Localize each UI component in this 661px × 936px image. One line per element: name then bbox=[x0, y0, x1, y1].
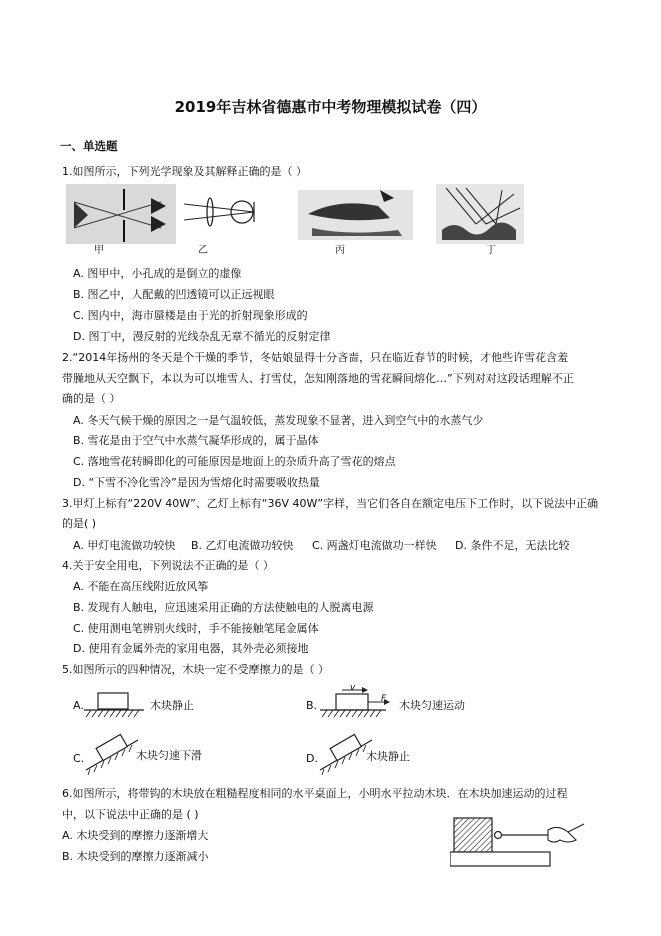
pinhole-figure bbox=[66, 184, 176, 244]
q5-figure-c bbox=[84, 732, 142, 776]
velocity-label: v bbox=[350, 683, 356, 693]
mirage-figure bbox=[298, 190, 413, 240]
q2-stem-line1: 2.“2014年扬州的冬天是个干燥的季节，冬姑娘显得十分吝啬，只在临近春节的时候，才他些许雪花含羞 bbox=[62, 351, 569, 364]
q3-option-a: A. 甲灯电流做功较快 bbox=[73, 539, 176, 552]
fig-label-bing: 丙 bbox=[335, 245, 345, 256]
q1-option-d: D. 图丁中，漫反射的光线杂乱无章不循光的反射定律 bbox=[73, 330, 331, 343]
q2-option-a: A. 冬天气候干燥的原因之一是气温较低，蒸发现象不显著，进入到空气中的水蒸气少 bbox=[73, 414, 484, 427]
q5-option-c-letter: C. bbox=[73, 752, 85, 765]
q1-figure-strip bbox=[66, 184, 526, 264]
q6-option-a: A. 木块受到的摩擦力逐渐增大 bbox=[62, 829, 209, 842]
q2-option-b: B. 雪花是由于空气中水蒸气凝华形成的，属于晶体 bbox=[73, 434, 319, 447]
q6-stem-line1: 6.如图所示，将带钩的木块放在粗糙程度相同的水平桌面上，小明水平拉动木块．在木块加速运动的过程 bbox=[62, 787, 568, 800]
q2-option-d: D. “下雪不冷化雪冷”是因为雪熔化时需要吸收热量 bbox=[73, 476, 320, 489]
q3-stem-line1: 3.甲灯上标有“220V 40W”、乙灯上标有“36V 40W”字样，当它们各自在额定电压下工作时，以下说法中正确 bbox=[62, 497, 599, 510]
q6-figure bbox=[450, 814, 590, 870]
q3-stem-line2: 的是( ) bbox=[62, 517, 97, 530]
q4-option-a: A. 不能在高压线附近放风筝 bbox=[73, 580, 209, 593]
q6-stem-line2: 中，以下说法中正确的是 ( ) bbox=[62, 808, 199, 821]
q1-stem: 1.如图所示，下列光学现象及其解释正确的是（ ） bbox=[62, 165, 307, 178]
q5-option-a-letter: A. bbox=[73, 699, 84, 712]
q3-option-b: B. 乙灯电流做功较快 bbox=[191, 539, 294, 552]
page-title: 2019年吉林省德惠市中考物理模拟试卷（四） bbox=[174, 98, 487, 116]
q4-option-c: C. 使用测电笔辨别火线时，手不能接触笔尾金属体 bbox=[73, 622, 319, 635]
q2-option-c: C. 落地雪花转瞬即化的可能原因是地面上的杂质升高了雪花的熔点 bbox=[73, 455, 396, 468]
q1-option-b: B. 图乙中，人配戴的凹透镜可以正远视眼 bbox=[73, 288, 275, 301]
fig-label-jia: 甲 bbox=[94, 245, 104, 256]
q3-option-c: C. 两盏灯电流做功一样快 bbox=[312, 539, 437, 552]
q4-option-b: B. 发现有人触电，应迅速采用正确的方法使触电的人脱离电源 bbox=[73, 601, 374, 614]
q2-stem-line2: 带臊地从天空飘下，本以为可以堆雪人、打雪仗，怎知刚落地的雪花瞬间熔化…”下列对对这段话理解不正 bbox=[62, 372, 574, 385]
fig-label-ding: 丁 bbox=[486, 245, 496, 256]
diffuse-reflection-figure bbox=[436, 184, 524, 244]
q5-option-b-caption: 木块匀速运动 bbox=[399, 699, 465, 712]
q5-option-a-caption: 木块静止 bbox=[150, 699, 194, 712]
q5-option-b-letter: B. bbox=[306, 699, 318, 712]
q4-stem: 4.关于安全用电，下列说法不正确的是（ ） bbox=[62, 559, 274, 572]
q5-option-d-caption: 木块静止 bbox=[366, 750, 410, 763]
eye-lens-figure bbox=[184, 198, 254, 226]
fig-label-yi: 乙 bbox=[198, 245, 208, 256]
section-heading: 一、单选题 bbox=[60, 139, 118, 153]
q5-figure-a bbox=[84, 692, 144, 720]
force-label: F bbox=[381, 694, 387, 704]
q6-option-b: B. 木块受到的摩擦力逐渐减小 bbox=[62, 850, 209, 863]
q5-option-c-caption: 木块匀速下滑 bbox=[136, 749, 202, 762]
q3-option-d: D. 条件不足，无法比较 bbox=[455, 539, 570, 552]
q5-stem: 5.如图所示的四种情况，木块一定不受摩擦力的是（ ） bbox=[62, 663, 329, 676]
q5-option-d-letter: D. bbox=[306, 752, 318, 765]
q1-option-c: C. 图内中，海市蜃楼是由于光的折射现象形成的 bbox=[73, 309, 308, 322]
q2-stem-line3: 确的是（ ） bbox=[62, 392, 121, 405]
q4-option-d: D. 使用有金属外壳的家用电器，其外壳必须接地 bbox=[73, 642, 309, 655]
q1-option-a: A. 图甲中，小孔成的是倒立的虚像 bbox=[73, 267, 242, 280]
